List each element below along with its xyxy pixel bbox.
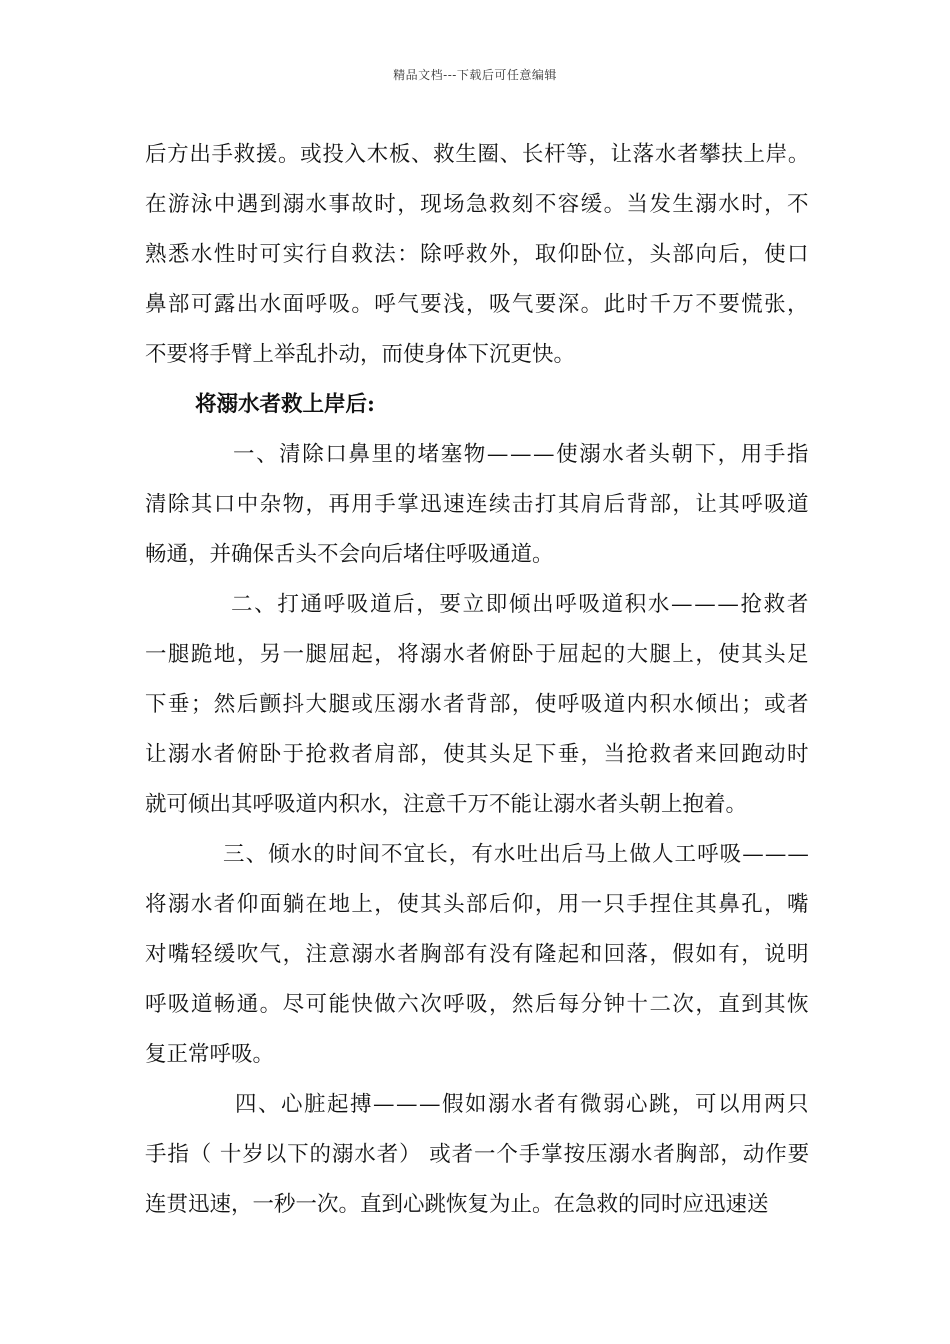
text-line: 让溺水者俯卧于抢救者肩部，使其头足下垂，当抢救者来回跑动时 — [145, 742, 810, 767]
text-line: 呼吸道畅通。尽可能快做六次呼吸，然后每分钟十二次，直到其恢 — [145, 992, 810, 1017]
text-line: 不要将手臂上举乱扑动，而使身体下沉更快。 — [145, 342, 576, 367]
document-body — [145, 130, 810, 1230]
text-line: 鼻部可露出水面呼吸。呼气要浅，吸气要深。此时千万不要慌张， — [145, 292, 810, 317]
text-line: 后方出手救援。或投入木板、救生圈、长杆等，让落水者攀扶上岸。 — [145, 142, 810, 167]
text-line: 手指（ 十岁以下的溺水者） 或者一个手掌按压溺水者胸部，动作要 — [145, 1142, 810, 1167]
text-line: 连贯迅速，一秒一次。直到心跳恢复为止。在急救的同时应迅速送 — [145, 1192, 769, 1217]
text-line: 二、打通呼吸道后，要立即倾出呼吸道积水———抢救者 — [231, 592, 810, 617]
section-heading: 将溺水者救上岸后: — [195, 392, 375, 417]
text-line: 熟悉水性时可实行自救法：除呼救外，取仰卧位，头部向后，使口 — [145, 242, 810, 267]
text-line: 四、心脏起搏———假如溺水者有微弱心跳，可以用两只 — [235, 1092, 810, 1117]
page-header: 精品文档---下载后可任意编辑 — [393, 68, 557, 82]
text-line: 就可倾出其呼吸道内积水，注意千万不能让溺水者头朝上抱着。 — [145, 792, 748, 817]
text-line: 清除其口中杂物，再用手掌迅速连续击打其肩后背部，让其呼吸道 — [145, 492, 810, 517]
text-line: 一腿跪地，另一腿屈起，将溺水者俯卧于屈起的大腿上，使其头足 — [145, 642, 810, 667]
text-line: 复正常呼吸。 — [145, 1042, 275, 1067]
text-line: 下垂；然后颤抖大腿或压溺水者背部，使呼吸道内积水倾出；或者 — [145, 692, 810, 717]
text-line: 在游泳中遇到溺水事故时，现场急救刻不容缓。当发生溺水时，不 — [145, 192, 810, 217]
text-line: 对嘴轻缓吹气，注意溺水者胸部有没有隆起和回落，假如有，说明 — [145, 942, 810, 967]
text-line: 畅通，并确保舌头不会向后堵住呼吸通道。 — [145, 542, 554, 567]
text-line: 三、倾水的时间不宜长，有水吐出后马上做人工呼吸——— — [223, 842, 810, 867]
text-line: 将溺水者仰面躺在地上，使其头部后仰，用一只手捏住其鼻孔，嘴 — [145, 892, 810, 917]
text-line: 一、清除口鼻里的堵塞物———使溺水者头朝下，用手指 — [233, 442, 810, 467]
